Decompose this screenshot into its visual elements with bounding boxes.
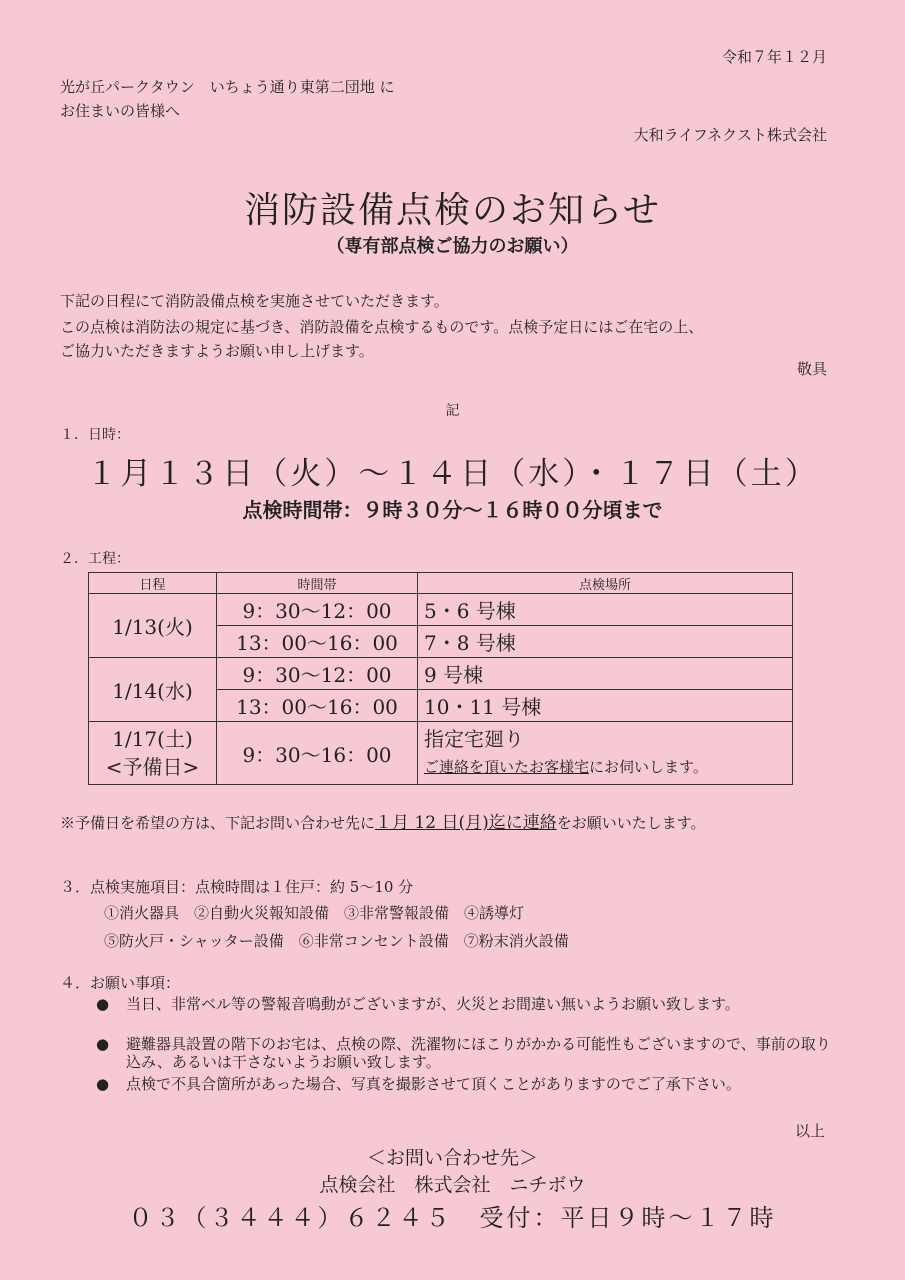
sender-company: 大和ライフネクスト株式会社 <box>633 126 827 144</box>
col-header-place: 点検場所 <box>418 573 793 594</box>
row-time: 13：00～16：00 <box>217 626 418 658</box>
recipient-line-2: お住まいの皆様へ <box>60 102 181 120</box>
row-time: 9：30～12：00 <box>217 658 418 690</box>
row-time: 13：00～16：00 <box>217 690 418 722</box>
row-date <box>89 722 217 785</box>
row-time: 9：30～16：00 <box>217 722 418 785</box>
table-row <box>89 658 793 690</box>
intro-line-2: この点検は消防法の規定に基づき、消防設備を点検するものです。点検予定日にはご在宅の上、 <box>60 318 704 336</box>
contact-company: 点検会社 株式会社 ニチボウ <box>319 1174 586 1196</box>
note-emphasis: １月 12 日(月)迄に連絡 <box>375 813 557 833</box>
page-subtitle: （専有部点検ご協力のお願い） <box>326 236 579 257</box>
issue-date: 令和７年１２月 <box>721 48 827 66</box>
place-note-underlined: ご連絡を頂いたお客様宅 <box>424 758 590 776</box>
note-suffix: をお願いいたします。 <box>556 814 706 832</box>
section-4-heading: ４．お願い事項： <box>60 974 181 992</box>
intro-line-1: 下記の日程にて消防設備点検を実施させていただきます。 <box>60 292 449 310</box>
closing-keigu: 敬具 <box>796 360 827 378</box>
row-date-line-2: <予備日> <box>105 755 200 779</box>
table-header-row <box>89 573 793 594</box>
col-header-date: 日程 <box>89 573 217 594</box>
request-item-3: 点検で不具合箇所があった場合、写真を撮影させて頂くことがありますのでご了承下さい。 <box>126 1075 741 1093</box>
col-header-time: 時間帯 <box>217 573 418 594</box>
ki-mark: 記 <box>445 403 460 419</box>
bullet-icon: ● <box>96 1075 110 1093</box>
contact-heading: ＜お問い合わせ先＞ <box>366 1147 538 1169</box>
inspection-dates: １月１３日（火）～１４日（水）・１７日（土） <box>86 456 819 492</box>
row-date: 1/14(水) <box>89 658 217 722</box>
note-prefix: ※予備日を希望の方は、下記お問い合わせ先に <box>60 814 376 832</box>
inspection-time-band: 点検時間帯：９時３０分～１６時００分頃まで <box>242 498 663 522</box>
row-place <box>418 722 793 785</box>
inspection-items-line-1: ①消火器具 ②自動火災報知設備 ③非常警報設備 ④誘導灯 <box>104 904 525 922</box>
bullet-icon: ● <box>96 1035 110 1053</box>
intro-line-3: ご協力いただきますようお願い申し上げます。 <box>60 342 374 360</box>
reserve-day-note <box>60 808 706 833</box>
table-row <box>89 594 793 626</box>
inspection-items-line-2: ⑤防火戸・シャッター設備 ⑥非常コンセント設備 ⑦粉末消火設備 <box>104 932 569 950</box>
bullet-icon: ● <box>96 995 110 1013</box>
request-item-1: 当日、非常ベル等の警報音鳴動がございますが、火災とお間違い無いようお願い致します。 <box>126 995 740 1013</box>
place-note-rest: にお伺いします。 <box>589 758 708 776</box>
row-date-line-1: 1/17(土) <box>112 727 193 751</box>
recipient-line-1: 光が丘パークタウン いちょう通り東第二団地 に <box>60 78 395 96</box>
contact-phone: ０３（３４４４）６２４５ 受付：平日９時～１７時 <box>128 1204 777 1232</box>
row-place-note <box>424 752 786 780</box>
page-title: 消防設備点検のお知らせ <box>244 190 661 231</box>
closing-ijo: 以上 <box>794 1122 825 1140</box>
schedule-table <box>88 572 793 785</box>
request-item-2: 避難器具設置の階下のお宅は、点検の際、洗濯物にほこりがかかる可能性もございますので、事前の取り込み、あるいは干さないようお願い致します。 <box>126 1035 831 1071</box>
row-date: 1/13(火) <box>89 594 217 658</box>
row-place: 7・8 号棟 <box>418 626 793 658</box>
row-place: 5・6 号棟 <box>418 594 793 626</box>
section-1-heading: １．日時： <box>60 427 130 443</box>
section-2-heading: ２．工程： <box>60 551 130 567</box>
table-row <box>89 722 793 785</box>
row-place: 10・11 号棟 <box>418 690 793 722</box>
row-time: 9：30～12：00 <box>217 594 418 626</box>
row-place-main: 指定宅廻り <box>424 727 524 751</box>
section-3-heading: ３．点検実施項目：点検時間は１住戸：約 5～10 分 <box>60 878 414 896</box>
row-place: 9 号棟 <box>418 658 793 690</box>
